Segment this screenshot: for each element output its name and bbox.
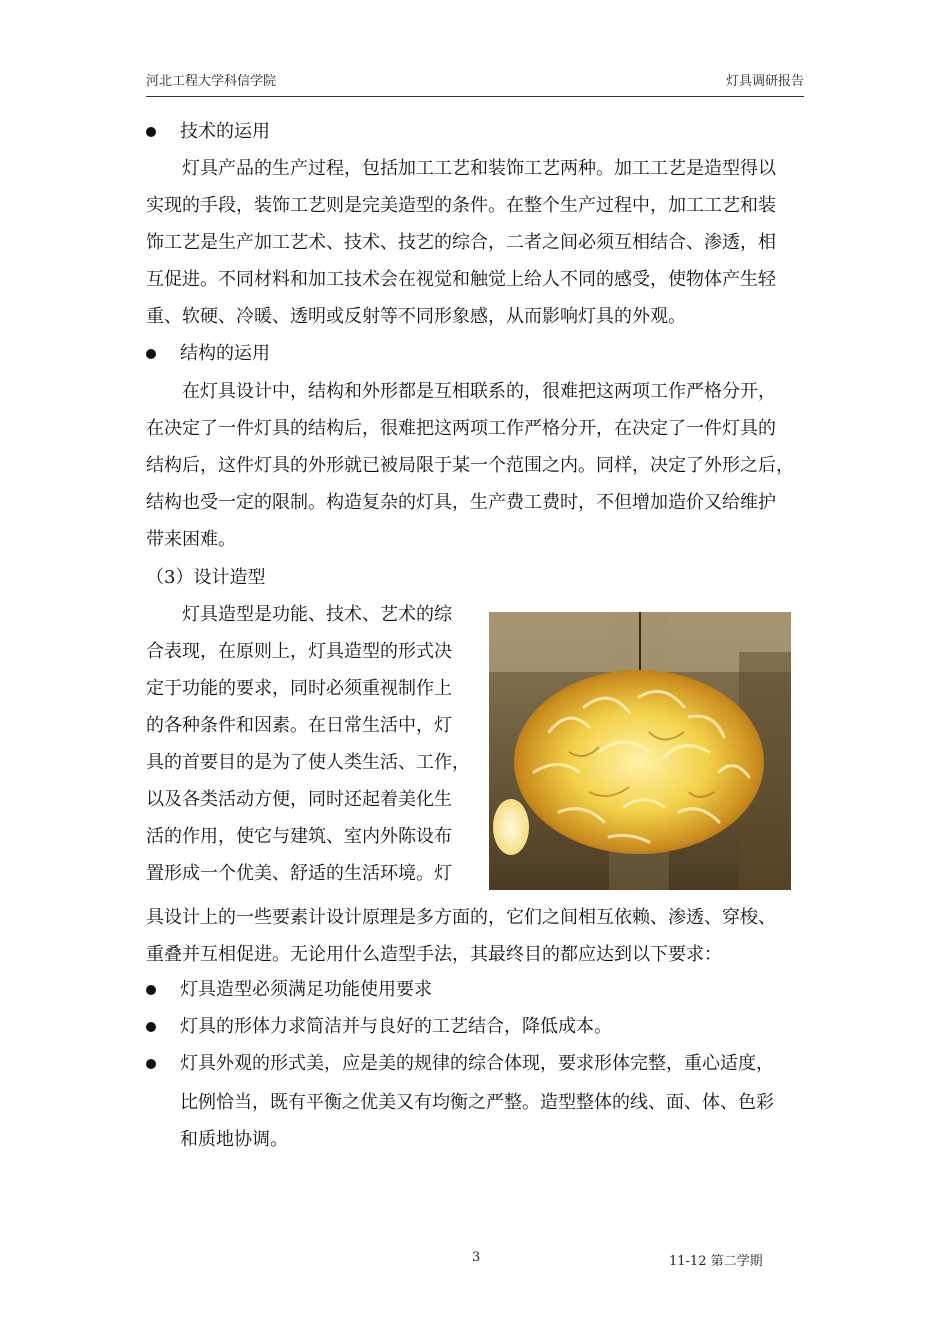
paragraph-line: 具设计上的一些要素计设计原理是多方面的，它们之间相互依赖、渗透、穿梭、 (146, 907, 776, 928)
paragraph-line: 重叠并互相促进。无论用什么造型手法，其最终目的都应达到以下要求： (146, 944, 722, 965)
bullet-dot (146, 1022, 156, 1032)
paragraph-line: 在灯具设计中，结构和外形都是互相联系的，很难把这两项工作严格分开， (182, 381, 776, 402)
requirement-continuation: 和质地协调。 (180, 1129, 288, 1150)
requirement-item: 灯具造型必须满足功能使用要求 (180, 979, 432, 1000)
header-report-title: 灯具调研报告 (725, 74, 804, 89)
section-title-technique: 技术的运用 (180, 121, 270, 142)
footer-term: 11-12 第二学期 (669, 1254, 763, 1269)
paragraph-line: 具的首要目的是为了使人类生活、工作， (146, 752, 470, 773)
paragraph-line: 置形成一个优美、舒适的生活环境。灯 (146, 863, 452, 884)
header-institution: 河北工程大学科信学院 (146, 74, 277, 89)
bullet-dot (146, 985, 156, 995)
pendant-lamp-photo (489, 612, 791, 890)
section-title-design: （3）设计造型 (146, 567, 266, 588)
paragraph-line: 在决定了一件灯具的结构后，很难把这两项工作严格分开，在决定了一件灯具的 (146, 418, 776, 439)
requirement-item: 灯具外观的形式美，应是美的规律的综合体现，要求形体完整，重心适度， (180, 1053, 774, 1074)
paragraph-line: 结构也受一定的限制。构造复杂的灯具，生产费工费时，不但增加造价又给维护 (146, 492, 776, 513)
section-title-structure: 结构的运用 (180, 343, 270, 364)
paragraph-line: 饰工艺是生产加工艺术、技术、技艺的综合，二者之间必须互相结合、渗透，相 (146, 232, 776, 253)
paragraph-line: 以及各类活动方便，同时还起着美化生 (146, 789, 452, 810)
page-number: 3 (472, 1250, 481, 1265)
paragraph-line: 灯具产品的生产过程，包括加工工艺和装饰工艺两种。加工工艺是造型得以 (182, 158, 776, 179)
paragraph-line: 定于功能的要求，同时必须重视制作上 (146, 678, 452, 699)
requirement-continuation: 比例恰当，既有平衡之优美又有均衡之严整。造型整体的线、面、体、色彩 (180, 1092, 774, 1113)
paragraph-line: 的各种条件和因素。在日常生活中，灯 (146, 715, 452, 736)
bullet-dot (146, 349, 156, 359)
paragraph-line: 结构后，这件灯具的外形就已被局限于某一个范围之内。同样，决定了外形之后， (146, 455, 794, 476)
bullet-dot (146, 1059, 156, 1069)
lamp-illustration (489, 612, 791, 890)
paragraph-line: 重、软硬、冷暖、透明或反射等不同形象感，从而影响灯具的外观。 (146, 306, 686, 327)
paragraph-line: 灯具造型是功能、技术、艺术的综 (182, 604, 452, 625)
paragraph-line: 活的作用，使它与建筑、室内外陈设布 (146, 826, 452, 847)
paragraph-line: 实现的手段，装饰工艺则是完美造型的条件。在整个生产过程中，加工工艺和装 (146, 195, 776, 216)
bullet-dot (146, 127, 156, 137)
paragraph-line: 带来困难。 (146, 529, 236, 550)
paragraph-line: 互促进。不同材料和加工技术会在视觉和触觉上给人不同的感受，使物体产生轻 (146, 269, 776, 290)
header-rule (146, 96, 804, 97)
requirement-item: 灯具的形体力求简洁并与良好的工艺结合，降低成本。 (180, 1016, 612, 1037)
paragraph-line: 合表现，在原则上，灯具造型的形式决 (146, 641, 452, 662)
